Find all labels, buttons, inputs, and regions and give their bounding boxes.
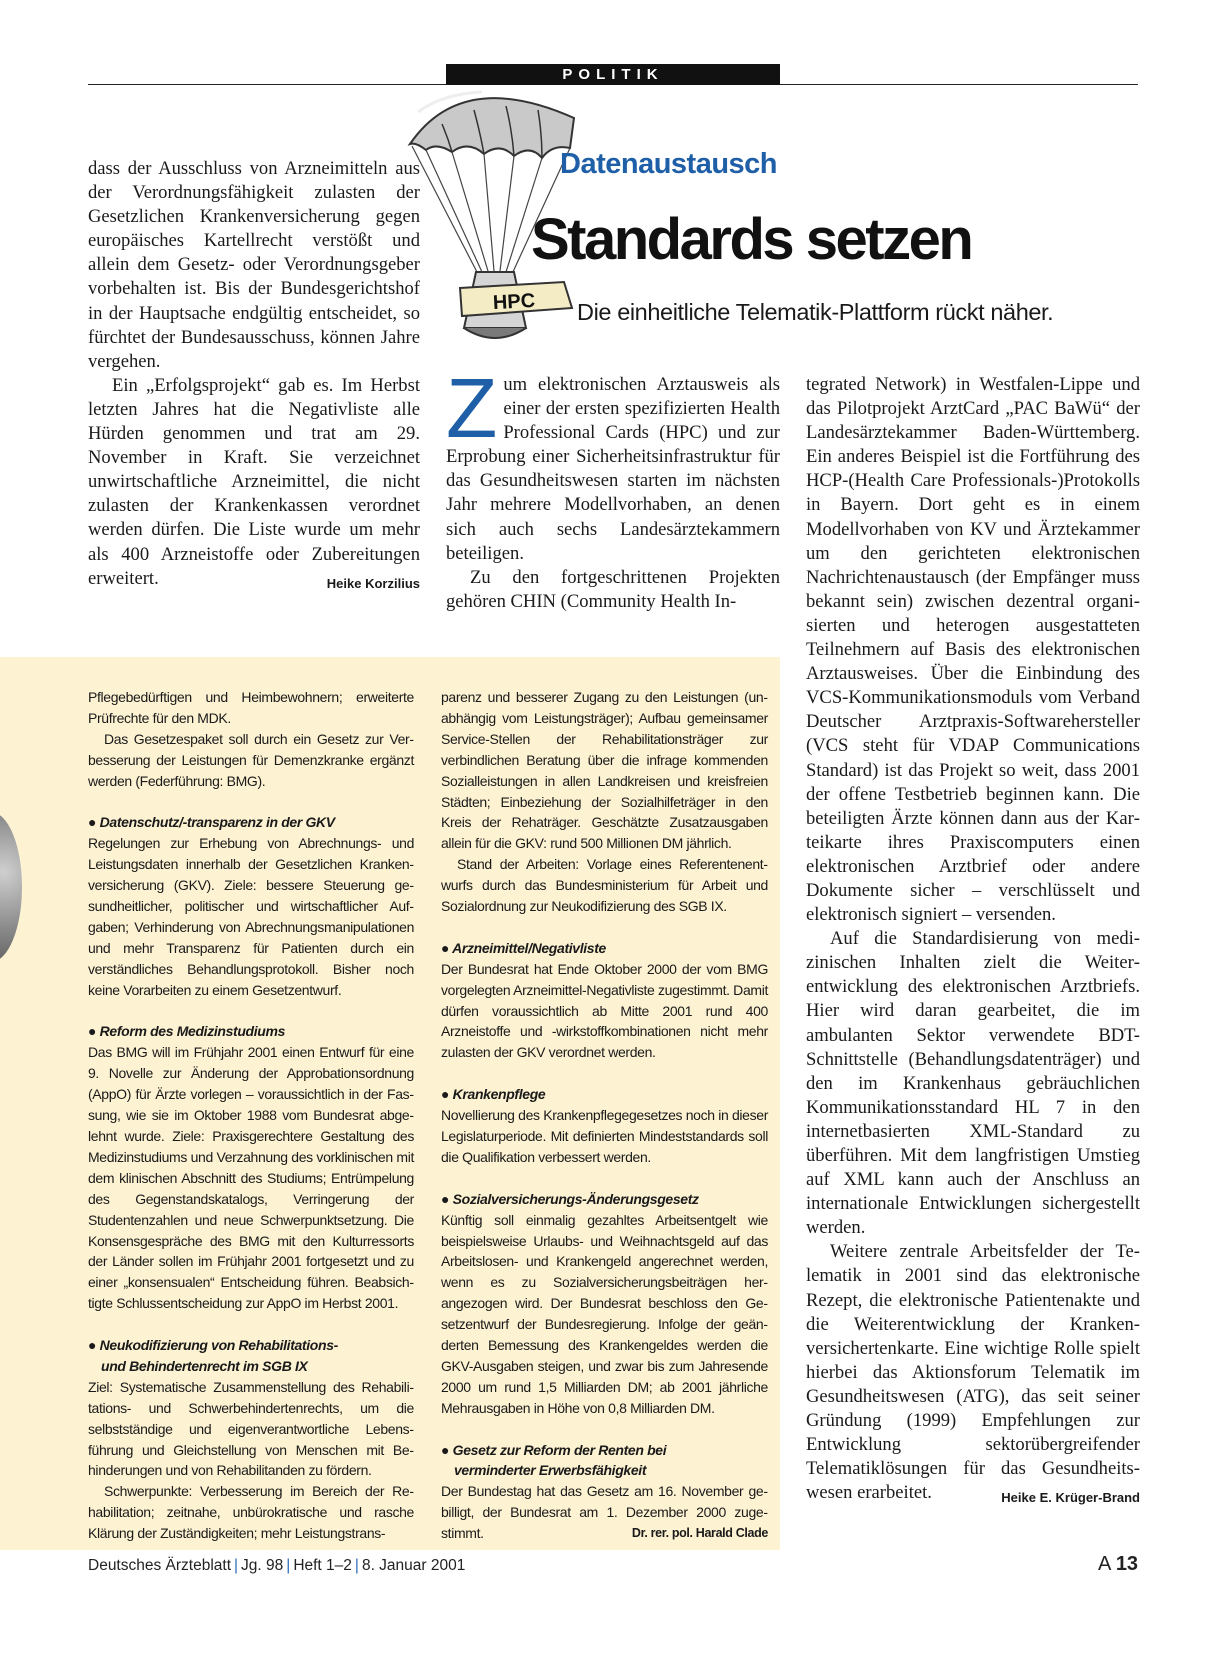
box-heading: ● Sozialversicherungs-Änderungsgesetz	[441, 1190, 699, 1207]
bullet-icon: ●	[88, 814, 97, 831]
prev-article-author: Heike Korzilius	[326, 575, 420, 591]
bullet-icon: ●	[441, 1441, 450, 1458]
article-column-middle	[446, 361, 780, 614]
box-paragraph: Novellierung des Krankenpflegegesetzes noch in dieser Legislaturperiode. Mit definierten Mindeststandards soll die Qualifikation verbessert werden.	[441, 1107, 769, 1165]
article-column-right	[806, 373, 1140, 1510]
box-paragraph: Der Bundesrat hat Ende Oktober 2000 der vom BMG vorgelegten Arzneimittel-Negativliste zugestimmt. Damit dürfen voraussichtlich ab Mitte 2001 rund 400 Arzneistoffe und -wirkstoffkombinationen nicht mehr zulasten der GKV verordnet werden.	[441, 960, 768, 1061]
bullet-icon: ●	[441, 1190, 450, 1207]
article-subhead: Die einheitliche Telematik-Plattform rückt näher.	[577, 299, 1054, 325]
box-author: Dr. rer. pol. Harald Clade	[631, 1526, 768, 1541]
prev-article-column	[88, 157, 420, 596]
bullet-icon: ●	[88, 1023, 97, 1040]
box-heading-continued: und Behindertenrecht im SGB IX	[101, 1357, 308, 1374]
box-paragraph: Stand der Arbeiten: Vorlage eines Referentenentwurfs durch das Bundesministerium für Arbeit und Sozialordnung zur Neukodifizierung des SGB IX.	[441, 856, 768, 915]
section-label: POLITIK	[446, 64, 780, 85]
box-paragraph: Künftig soll einmalig gezahltes Arbeitsentgelt wie beispielsweise Urlaubs- und Weihnachtsgeld auf das Arbeitslosen- und Krankengeld angerechnet werden, wenn es zu Sozialversicherungsbeiträgen herangezogen wird. Der Bundesrat beschloss den Gesetzentwurf der Bundesregierung. Infolge der geänderten Bemessung des Krankengeldes werden die GKV-Ausgaben steigen, und zwar bis zum Jahresende 2000 um rund 1,5 Milliarden DM; ab 2001 jährliche Mehrausgaben in Höhe von 0,8 Milliarden DM.	[441, 1211, 768, 1416]
box-heading: ● Arzneimittel/Negativliste	[441, 939, 606, 956]
box-paragraph: Der Bundestag hat das Gesetz am 16. November gebilligt, der Bundesrat am 1. Dezember 2000 zugestimmt. Dr. rer. pol. Harald Clade	[441, 1481, 768, 1544]
prev-article-paragraph: Ein „Erfolgsprojekt“ gab es. Im Herbst letzten Jahres hat die Negativliste alle Hürden genommen und trat am 29. November in Kraft. Sie verzeichnet unwirtschaftliche Arzneimittel, die nicht zulasten der Krankenkassen verordnet werden dürfen. Die Liste wurde um mehr als 400 Arzneistoffe oder Zubereitungen erweitert. Heike Korzilius	[88, 374, 420, 591]
box-heading: ● Neukodifizierung von Rehabilitations-	[88, 1337, 338, 1354]
info-box-column-left	[88, 687, 414, 1544]
info-box-column-right	[441, 687, 768, 1544]
footer-separator: |	[234, 1557, 239, 1574]
journal-name: Deutsches Ärzteblatt	[88, 1557, 232, 1574]
box-paragraph: Schwerpunkte: Verbesserung im Bereich der Rehabilitation; zeitnahe, unbürokratische und rasche Klärung der Zuständigkeiten; mehr Leistungstrans-	[88, 1483, 414, 1542]
hpc-label: HPC	[492, 289, 536, 315]
footer-separator: |	[354, 1557, 359, 1574]
article-paragraph: Auf die Standardisierung von medizinischen Inhalten zielt die Weiterentwicklung des elektronischen Arztbriefs. Hier wird daran gearbeitet, die im ambulanten Sektor verwendete BDT-Schnittstelle (Behandlungsdatenträger) und den im Krankenhaus gebräuchlichen Kommunikationsstandard HL 7 in den internetbasierten XML-Standard zu überführen. Mit dem langfristigen Umstieg auf XML kann auch der Anschluss an internationale Entwicklungen sichergestellt werden.	[806, 928, 1140, 1239]
journal-volume: Jg. 98	[241, 1557, 284, 1574]
box-paragraph: Das Gesetzespaket soll durch ein Gesetz zur Verbesserung der Leistungen für Demenzkranke ergänzt werden (Federführung: BMG).	[88, 730, 414, 789]
article-paragraph: tegrated Network) in Westfalen-Lippe und das Pilotprojekt ArztCard „PAC BaWü“ der Landesärztekammer Baden-Württemberg. Ein anderes Beispiel ist die Fortführung des HCP-(Health Care Professionals-)Protokolls in Bayern. Dort geht es in einem Modellvorhaben von KV und Ärztekammer um den gerichteten elektronischen Nachrichtenaustausch (der Empfänger muss bekannt sein) zwischen dezentral organisierten und heterogen ausgestatteten Teilnehmern auf Basis des elektronischen Arztausweises. Über die Einbindung des VCS-Kommunikationsmoduls vom Verband Deutscher Arztpraxis-Softwarehersteller (VCS steht für VDAP Communications Standard) ist das Projekt so weit, dass 2001 der offene Testbetrieb beginnen kann. Die beteiligten Ärzte können dann aus der Karteikarte ihres Praxiscomputers einen elektronischen Arztbrief oder andere Dokumente sicher – verschlüsselt und elektronisch signiert – versenden.	[806, 374, 1140, 926]
article-author: Heike E. Krüger-Brand	[1001, 1490, 1140, 1506]
box-paragraph: Pflegebedürftigen und Heimbewohnern; erweiterte Prüfrechte für den MDK.	[88, 689, 414, 726]
box-heading: ● Krankenpflege	[441, 1086, 546, 1103]
article-kicker: Datenaustausch	[560, 148, 778, 180]
box-paragraph: Regelungen zur Erhebung von Abrechnungs- und Leistungsdaten innerhalb der Gesetzlichen Krankenversicherung (GKV). Ziele: bessere Steuerung gesundheitlicher, politischer und wirtschaftlicher Aufgaben; Verhinderung von Abrechnungsmanipulationen und mehr Transparenz für Patienten durch ein verständliches Behandlungsprotokoll. Bisher noch keine Vorarbeiten zu einem Gesetzentwurf.	[88, 835, 414, 998]
bullet-icon: ●	[441, 1086, 450, 1103]
footer-separator: |	[286, 1557, 291, 1574]
box-heading-continued: verminderter Erwerbsfähigkeit	[454, 1462, 647, 1479]
page-number: A 13	[1098, 1553, 1139, 1575]
prev-article-paragraph: dass der Ausschluss von Arzneimitteln aus der Verordnungsfähigkeit zulasten der Gesetzlichen Krankenversicherung gegen europäisches Kartellrecht verstößt und allein dem Gesetz- oder Verordnungsgeber vorbehalten ist. Bis der Bundesgerichtshof in der Hauptsache endgültig entscheidet, so fürchtet der Bundesausschuss, können Jahre vergehen.	[88, 158, 420, 372]
box-heading: ● Gesetz zur Reform der Renten bei	[441, 1441, 667, 1458]
article-paragraph: Zu den fortgeschrittenen Projekten gehören CHIN (Community Health In-	[446, 566, 780, 612]
journal-issue: Heft 1–2	[293, 1557, 352, 1574]
box-paragraph: Das BMG will im Frühjahr 2001 einen Entwurf für eine 9. Novelle zur Änderung der Approbationsordnung (AppO) für Ärzte vorlegen – voraussichtlich in der Fassung, wie sie im Oktober 1988 vom Bundesrat abgelehnt wurde. Ziele: Praxisgerechtere Gestaltung des Medizinstudiums und Verzahnung des vorklinischen mit dem klinischen Abschnitt des Studiums; Entrümpelung des Gegenstandskatalogs, Verringerung der Studentenzahlen und neue Schwerpunktsetzung. Die Konsensgespräche des BMG mit den Kulturressorts der Länder sollen im Frühjahr 2001 fortgesetzt und zu einer „konsensualen“ Entscheidung führen. Beabsichtigte Schlussentscheidung zur AppO im Herbst 2001.	[88, 1044, 414, 1312]
journal-date: 8. Januar 2001	[361, 1557, 466, 1574]
article-paragraph: Zum elektronischen Arztausweis als einer der ersten spezifizierten Health Professional Cards (HPC) und zur Erprobung einer Sicherheitsinfrastruktur für das Gesundheitswesen starten im nächsten Jahr mehrere Modellvorhaben, an denen sich auch sechs Landesärztekammern beteiligen.	[446, 361, 780, 564]
page-footer	[88, 1557, 465, 1575]
bullet-icon: ●	[441, 939, 450, 956]
box-heading: ● Datenschutz/-transparenz in der GKV	[88, 814, 335, 831]
box-heading: ● Reform des Medizinstudiums	[88, 1023, 286, 1040]
bullet-icon: ●	[88, 1337, 97, 1354]
box-paragraph: Ziel: Systematische Zusammenstellung des Rehabilitations- und Schwerbehindertenrechts, um die selbstständige und eigenverantwortliche Lebensführung und Gleichstellung von Menschen mit Behinderungen und von Rehabilitanden zu fördern.	[88, 1378, 414, 1479]
box-paragraph: parenz und besserer Zugang zu den Leistungen (unabhängig vom Leistungsträger); Aufbau gemeinsamer Service-Stellen der Rehabilitationsträger zur verbindlichen Beratung über die infrage kommenden Sozialleistungen in allen Landkreisen und kreisfreien Städten; Einbeziehung der Sozialhilfeträger in den Kreis der Rehaträger. Geschätzte Zusatzausgaben allein für die GKV: rund 500 Millionen DM jährlich.	[441, 689, 768, 852]
article-headline: Standards setzen	[531, 207, 972, 272]
drop-cap: Z	[446, 361, 498, 455]
article-paragraph: Weitere zentrale Arbeitsfelder der Telematik in 2001 sind das elektronische Rezept, die elektronische Patientenakte und die Weiterentwicklung der Krankenversichertenkarte. Eine wichtige Rolle spielt hierbei das Aktionsforum Telematik im Gesundheitswesen (ATG), das seit seiner Gründung (1999) Empfehlungen zur Entwicklung sektorübergreifender Telematiklösungen für das Gesundheitswesen erarbeitet. Heike E. Krüger-Brand	[806, 1240, 1140, 1505]
